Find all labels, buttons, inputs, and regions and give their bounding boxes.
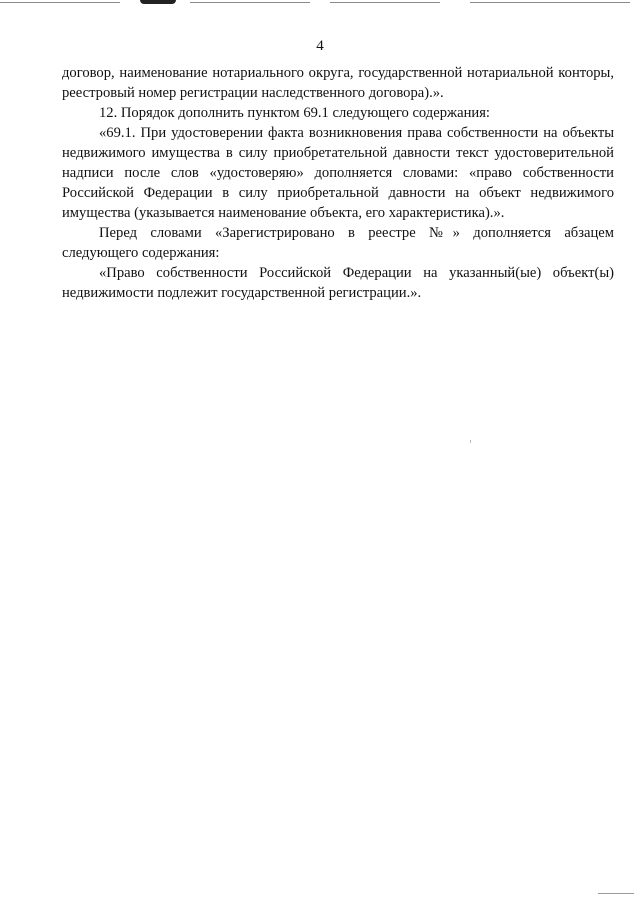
scan-bottom-edge bbox=[598, 893, 634, 894]
paragraph-before-words: Перед словами «Зарегистрировано в реестре №» дополняется абзацем следующего содержания: bbox=[62, 225, 614, 261]
scan-mark bbox=[140, 0, 176, 4]
scan-edge-line bbox=[330, 2, 440, 3]
paragraph-item-69-1: «69.1. При удостоверении факта возникновения права собственности на объекты недвижимого имущества в силу приобретательной давности текст удостоверительной надписи после слов «удостоверяю» дополняется словами: «право собственности Российской Федерации в силу приобретальной давности на объект недвижимого имущества (указывается наименование объекта, его характеристика).». bbox=[62, 125, 614, 221]
scan-artifact bbox=[470, 440, 471, 443]
scan-edge-line bbox=[190, 2, 310, 3]
scan-top-edge bbox=[0, 0, 640, 6]
paragraph-continuation: договор, наименование нотариального округа, государственной нотариальной конторы, реестровый номер регистрации наследственного договора).». bbox=[62, 65, 614, 101]
paragraph-quoted-addition: «Право собственности Российской Федерации на указанный(ые) объект(ы) недвижимости подлежит государственной регистрации.». bbox=[62, 265, 614, 301]
scan-edge-line bbox=[470, 2, 630, 3]
paragraph-item-12: 12. Порядок дополнить пунктом 69.1 следующего содержания: bbox=[99, 105, 490, 121]
document-body bbox=[62, 63, 614, 303]
page-number: 4 bbox=[316, 38, 324, 54]
scan-edge-line bbox=[0, 2, 120, 3]
